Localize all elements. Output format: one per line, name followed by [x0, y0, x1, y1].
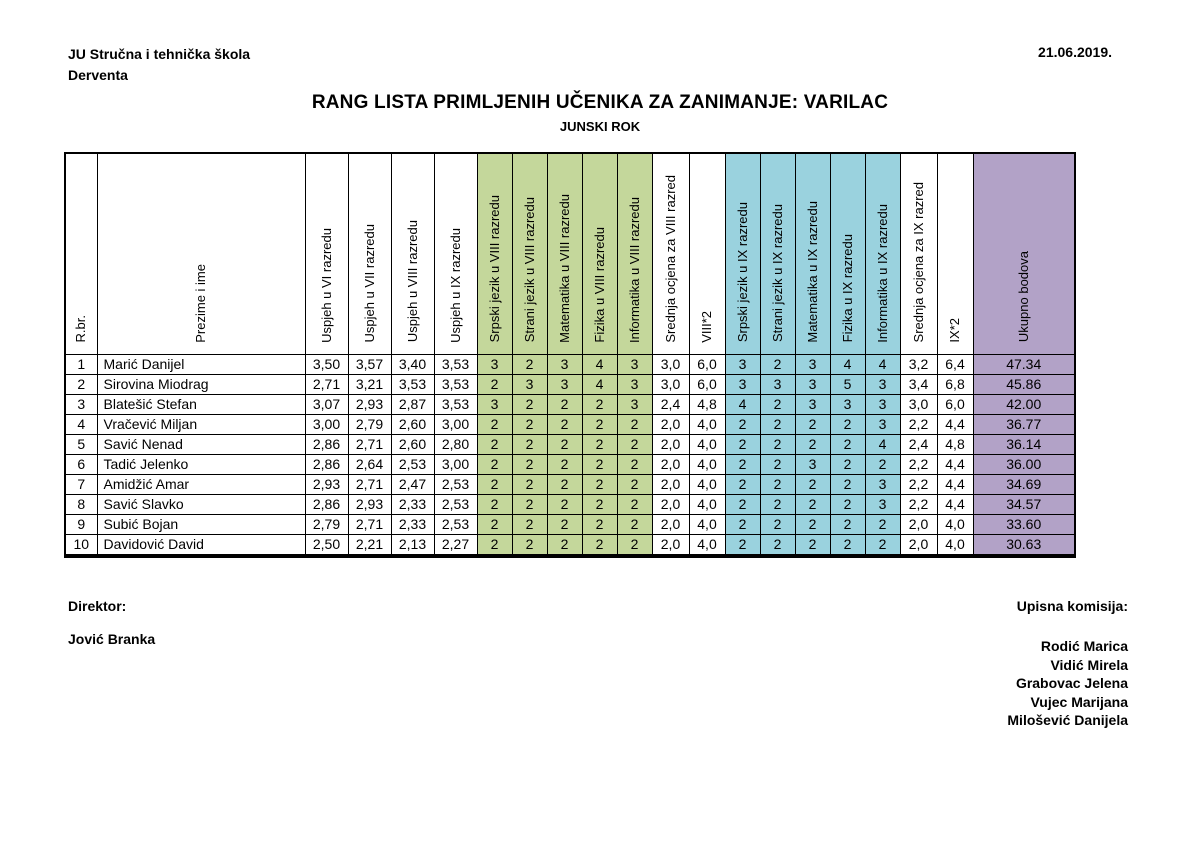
grade-cell: 2 [830, 434, 865, 454]
name-cell: Amidžić Amar [97, 474, 305, 494]
grade-cell: 2,80 [434, 434, 477, 454]
column-header-label: Srednja ocjena za IX razred [910, 182, 926, 343]
grade-cell: 4 [725, 394, 760, 414]
grade-cell: 2,60 [391, 414, 434, 434]
grade-cell: 2 [477, 534, 512, 556]
grade-cell: 2 [865, 534, 900, 556]
grade-cell: 3 [512, 374, 547, 394]
grade-cell: 3,50 [305, 354, 348, 374]
total-cell: 45.86 [973, 374, 1075, 394]
grade-cell: 2,53 [434, 494, 477, 514]
grade-cell: 4,0 [689, 454, 725, 474]
grade-cell: 2,71 [348, 474, 391, 494]
grade-cell: 3,4 [900, 374, 937, 394]
grade-cell: 2,2 [900, 454, 937, 474]
grade-cell: 3 [865, 414, 900, 434]
grade-cell: 2,0 [900, 534, 937, 556]
grade-cell: 2 [830, 474, 865, 494]
grade-cell: 2 [760, 494, 795, 514]
grade-cell: 2 [547, 534, 582, 556]
committee-member-name: Grabovac Jelena [1015, 675, 1128, 691]
grade-cell: 3 [795, 454, 830, 474]
grade-cell: 2 [617, 454, 652, 474]
grade-cell: 2 [512, 414, 547, 434]
name-cell: Savić Slavko [97, 494, 305, 514]
grade-cell: 3,0 [900, 394, 937, 414]
column-header [760, 153, 795, 354]
grade-cell: 2 [725, 414, 760, 434]
grade-cell: 2 [512, 354, 547, 374]
grade-cell: 2 [617, 514, 652, 534]
column-header [65, 153, 97, 354]
column-header [348, 153, 391, 354]
grade-cell: 2 [582, 454, 617, 474]
grade-cell: 2 [795, 434, 830, 454]
rank-cell: 9 [65, 514, 97, 534]
grade-cell: 2,21 [348, 534, 391, 556]
grade-cell: 2 [477, 374, 512, 394]
grade-cell: 3,21 [348, 374, 391, 394]
page-title: RANG LISTA PRIMLJENIH UČENIKA ZA ZANIMANJE: VARILAC [311, 92, 889, 113]
grade-cell: 2,86 [305, 494, 348, 514]
column-header [547, 153, 582, 354]
grade-cell: 2,2 [900, 414, 937, 434]
total-cell: 34.69 [973, 474, 1075, 494]
column-header [305, 153, 348, 354]
column-header-label: Uspjeh u VII razredu [361, 223, 377, 343]
grade-cell: 2,0 [652, 494, 689, 514]
grade-cell: 2 [477, 514, 512, 534]
grade-cell: 3,0 [652, 354, 689, 374]
grade-cell: 2,53 [434, 514, 477, 534]
rank-cell: 7 [65, 474, 97, 494]
grade-cell: 2,60 [391, 434, 434, 454]
grade-cell: 3,53 [434, 394, 477, 414]
grade-cell: 6,0 [937, 394, 973, 414]
grade-cell: 6,0 [689, 354, 725, 374]
grade-cell: 2,79 [305, 514, 348, 534]
column-header [582, 153, 617, 354]
grade-cell: 2 [512, 454, 547, 474]
name-cell: Sirovina Miodrag [97, 374, 305, 394]
grade-cell: 6,0 [689, 374, 725, 394]
grade-cell: 2 [582, 434, 617, 454]
grade-cell: 2 [582, 414, 617, 434]
grade-cell: 4,0 [937, 534, 973, 556]
grade-cell: 2,0 [652, 474, 689, 494]
grade-cell: 2 [547, 494, 582, 514]
name-cell: Subić Bojan [97, 514, 305, 534]
grade-cell: 2 [512, 434, 547, 454]
rank-cell: 5 [65, 434, 97, 454]
grade-cell: 4 [582, 374, 617, 394]
column-header-label: Informatika u IX razredu [874, 203, 890, 343]
total-cell: 34.57 [973, 494, 1075, 514]
grade-cell: 3,2 [900, 354, 937, 374]
column-header [97, 153, 305, 354]
grade-cell: 3 [795, 354, 830, 374]
grade-cell: 3,53 [391, 374, 434, 394]
grade-cell: 2 [512, 534, 547, 556]
director-label: Direktor: [68, 598, 127, 614]
grade-cell: 2 [512, 514, 547, 534]
director-name: Jović Branka [68, 631, 156, 647]
column-header [512, 153, 547, 354]
grade-cell: 2 [512, 394, 547, 414]
column-header-label: Prezime i ime [193, 263, 208, 343]
rank-cell: 6 [65, 454, 97, 474]
grade-cell: 4,4 [937, 454, 973, 474]
total-cell: 47.34 [973, 354, 1075, 374]
grade-cell: 3 [865, 374, 900, 394]
total-cell: 36.00 [973, 454, 1075, 474]
grade-cell: 2 [617, 534, 652, 556]
grade-cell: 4,8 [937, 434, 973, 454]
grade-cell: 2 [547, 514, 582, 534]
grade-cell: 4 [830, 354, 865, 374]
grade-cell: 3 [477, 354, 512, 374]
grade-cell: 2,4 [900, 434, 937, 454]
total-cell: 36.77 [973, 414, 1075, 434]
grade-cell: 2 [795, 514, 830, 534]
column-header-label: Fizika u IX razredu [839, 234, 855, 343]
column-header [937, 153, 973, 354]
name-cell: Tadić Jelenko [97, 454, 305, 474]
grade-cell: 2,0 [652, 534, 689, 556]
grade-cell: 2 [830, 494, 865, 514]
grade-cell: 6,4 [937, 354, 973, 374]
grade-cell: 3,00 [305, 414, 348, 434]
table-row [65, 394, 1075, 414]
grade-cell: 2 [760, 474, 795, 494]
grade-cell: 2 [760, 514, 795, 534]
grade-cell: 2,50 [305, 534, 348, 556]
grade-cell: 3 [477, 394, 512, 414]
name-cell: Davidović David [97, 534, 305, 556]
grade-cell: 3 [725, 374, 760, 394]
column-header-label: Uspjeh u VI razredu [318, 227, 334, 343]
grade-cell: 3,07 [305, 394, 348, 414]
grade-cell: 4,4 [937, 414, 973, 434]
column-header [617, 153, 652, 354]
grade-cell: 2,0 [652, 434, 689, 454]
table-row [65, 434, 1075, 454]
column-header [865, 153, 900, 354]
grade-cell: 2,86 [305, 434, 348, 454]
committee-label: Upisna komisija: [1016, 598, 1128, 614]
grade-cell: 4,4 [937, 494, 973, 514]
grade-cell: 4,0 [689, 434, 725, 454]
grade-cell: 6,8 [937, 374, 973, 394]
grade-cell: 2 [865, 514, 900, 534]
name-cell: Blatešić Stefan [97, 394, 305, 414]
grade-cell: 2 [582, 514, 617, 534]
column-header-label: Fizika u VIII razredu [591, 226, 607, 343]
grade-cell: 2 [725, 474, 760, 494]
school-name: JU Stručna i tehnička škola [68, 46, 251, 62]
grade-cell: 2 [830, 414, 865, 434]
grade-cell: 2 [477, 434, 512, 454]
grade-cell: 3,00 [434, 414, 477, 434]
grade-cell: 2 [760, 414, 795, 434]
grade-cell: 2 [582, 534, 617, 556]
grade-cell: 2,47 [391, 474, 434, 494]
grade-cell: 2,87 [391, 394, 434, 414]
header-row [65, 153, 1075, 354]
grade-cell: 2 [760, 354, 795, 374]
grade-cell: 3 [617, 394, 652, 414]
grade-cell: 4,8 [689, 394, 725, 414]
grade-cell: 4 [582, 354, 617, 374]
grade-cell: 2,86 [305, 454, 348, 474]
rank-cell: 4 [65, 414, 97, 434]
page-subtitle: JUNSKI ROK [559, 119, 641, 134]
column-header-label: Ukupno bodova [1015, 251, 1031, 343]
grade-cell: 2 [582, 494, 617, 514]
table-row [65, 454, 1075, 474]
rank-cell: 1 [65, 354, 97, 374]
name-cell: Vračević Miljan [97, 414, 305, 434]
grade-cell: 2 [725, 514, 760, 534]
grade-cell: 2,93 [305, 474, 348, 494]
grade-cell: 3 [725, 354, 760, 374]
grade-cell: 2,0 [900, 514, 937, 534]
grade-cell: 2 [865, 454, 900, 474]
grade-cell: 2 [760, 434, 795, 454]
grade-cell: 3 [760, 374, 795, 394]
grade-cell: 2 [477, 494, 512, 514]
grade-cell: 2 [760, 394, 795, 414]
grade-cell: 3 [830, 394, 865, 414]
grade-cell: 2 [795, 474, 830, 494]
rank-cell: 10 [65, 534, 97, 556]
grade-cell: 2,93 [348, 494, 391, 514]
grade-cell: 2,27 [434, 534, 477, 556]
table-row [65, 474, 1075, 494]
column-header [973, 153, 1075, 354]
grade-cell: 2,0 [652, 414, 689, 434]
grade-cell: 2 [617, 474, 652, 494]
grade-cell: 2 [725, 534, 760, 556]
total-cell: 36.14 [973, 434, 1075, 454]
grade-cell: 2 [760, 534, 795, 556]
grade-cell: 2,33 [391, 514, 434, 534]
total-cell: 42.00 [973, 394, 1075, 414]
grade-cell: 2 [582, 474, 617, 494]
grade-cell: 2 [830, 454, 865, 474]
grade-cell: 2 [725, 434, 760, 454]
grade-cell: 3 [617, 374, 652, 394]
column-header [689, 153, 725, 354]
grade-cell: 4,0 [689, 494, 725, 514]
column-header [795, 153, 830, 354]
grade-cell: 2 [547, 414, 582, 434]
name-cell: Marić Danijel [97, 354, 305, 374]
grade-cell: 4,0 [689, 474, 725, 494]
grade-cell: 2 [547, 434, 582, 454]
total-cell: 33.60 [973, 514, 1075, 534]
grade-cell: 2,2 [900, 474, 937, 494]
column-header [652, 153, 689, 354]
grade-cell: 3 [617, 354, 652, 374]
grade-cell: 2 [795, 494, 830, 514]
column-header [434, 153, 477, 354]
grade-cell: 5 [830, 374, 865, 394]
grade-cell: 2,64 [348, 454, 391, 474]
grade-cell: 3,40 [391, 354, 434, 374]
rank-cell: 3 [65, 394, 97, 414]
table-row [65, 494, 1075, 514]
grade-cell: 3 [865, 474, 900, 494]
grade-cell: 3 [547, 354, 582, 374]
grade-cell: 4 [865, 354, 900, 374]
grade-cell: 2,53 [391, 454, 434, 474]
grade-cell: 3,57 [348, 354, 391, 374]
grade-cell: 2 [547, 474, 582, 494]
grade-cell: 4,0 [937, 514, 973, 534]
school-city: Derventa [68, 67, 128, 83]
rank-cell: 2 [65, 374, 97, 394]
name-cell: Savić Nenad [97, 434, 305, 454]
grade-cell: 2,71 [348, 434, 391, 454]
grade-cell: 2 [512, 494, 547, 514]
column-header-label: Matematika u IX razredu [804, 200, 820, 343]
column-header-label: R.br. [73, 315, 89, 343]
grade-cell: 3,53 [434, 354, 477, 374]
grade-cell: 2 [617, 434, 652, 454]
grade-cell: 2 [830, 534, 865, 556]
grade-cell: 2 [477, 414, 512, 434]
grade-cell: 2 [477, 474, 512, 494]
column-header-label: Informatika u VIII razredu [626, 196, 642, 343]
grade-cell: 2,71 [305, 374, 348, 394]
column-header-label: Strani jezik u VIII razredu [521, 197, 537, 343]
grade-cell: 3 [547, 374, 582, 394]
grade-cell: 2 [760, 454, 795, 474]
grade-cell: 2,93 [348, 394, 391, 414]
rank-cell: 8 [65, 494, 97, 514]
document-date: 21.06.2019. [1038, 44, 1112, 60]
grade-cell: 2,53 [434, 474, 477, 494]
grade-cell: 3,00 [434, 454, 477, 474]
table-row [65, 354, 1075, 374]
column-header-label: Srpski jezik u VIII razredu [486, 195, 502, 343]
column-header [830, 153, 865, 354]
grade-cell: 3 [865, 494, 900, 514]
grade-cell: 2,13 [391, 534, 434, 556]
grade-cell: 4,0 [689, 514, 725, 534]
table-row [65, 374, 1075, 394]
grade-cell: 2 [795, 534, 830, 556]
grade-cell: 2,2 [900, 494, 937, 514]
grade-cell: 2,79 [348, 414, 391, 434]
grade-cell: 4 [865, 434, 900, 454]
column-header [900, 153, 937, 354]
grade-cell: 4,0 [689, 414, 725, 434]
table-row [65, 534, 1075, 556]
grade-cell: 3,0 [652, 374, 689, 394]
grade-cell: 2,4 [652, 394, 689, 414]
column-header [477, 153, 512, 354]
grade-cell: 2 [617, 414, 652, 434]
grade-cell: 2 [512, 474, 547, 494]
column-header-label: Uspjeh u IX razredu [447, 227, 463, 343]
table-row [65, 414, 1075, 434]
grade-cell: 4,0 [689, 534, 725, 556]
committee-member-name: Vidić Mirela [1050, 656, 1128, 673]
column-header [391, 153, 434, 354]
column-header-label: Srednja ocjena za VIII razred [662, 174, 678, 343]
committee-member-name: Rodić Marica [1040, 638, 1128, 654]
grade-cell: 2,71 [348, 514, 391, 534]
grade-cell: 2,0 [652, 514, 689, 534]
committee-member-name: Milošević Danijela [1007, 712, 1128, 728]
grade-cell: 2,0 [652, 454, 689, 474]
grade-cell: 2 [830, 514, 865, 534]
grade-cell: 2 [725, 454, 760, 474]
rank-table [64, 152, 1076, 558]
grade-cell: 2 [795, 414, 830, 434]
column-header-label: IX*2 [947, 317, 962, 343]
grade-cell: 4,4 [937, 474, 973, 494]
grade-cell: 2,33 [391, 494, 434, 514]
grade-cell: 2 [477, 454, 512, 474]
grade-cell: 3 [795, 374, 830, 394]
grade-cell: 2 [582, 394, 617, 414]
column-header-label: Srpski jezik u IX razredu [734, 202, 750, 343]
table-row [65, 514, 1075, 534]
column-header-label: Matematika u VIII razredu [556, 193, 572, 343]
grade-cell: 3 [865, 394, 900, 414]
grade-cell: 2 [547, 454, 582, 474]
school-block [68, 44, 250, 86]
column-header-label: Uspjeh u VIII razredu [404, 220, 420, 343]
grade-cell: 3 [795, 394, 830, 414]
total-cell: 30.63 [973, 534, 1075, 556]
committee-member-name: Vujec Marijana [1030, 693, 1128, 710]
grade-cell: 2 [617, 494, 652, 514]
column-header [725, 153, 760, 354]
committee-list [1007, 637, 1128, 730]
grade-cell: 3,53 [434, 374, 477, 394]
grade-cell: 2 [725, 494, 760, 514]
grade-cell: 2 [547, 394, 582, 414]
column-header-label: Strani jezik u IX razredu [769, 204, 785, 343]
column-header-label: VIII*2 [699, 310, 714, 343]
